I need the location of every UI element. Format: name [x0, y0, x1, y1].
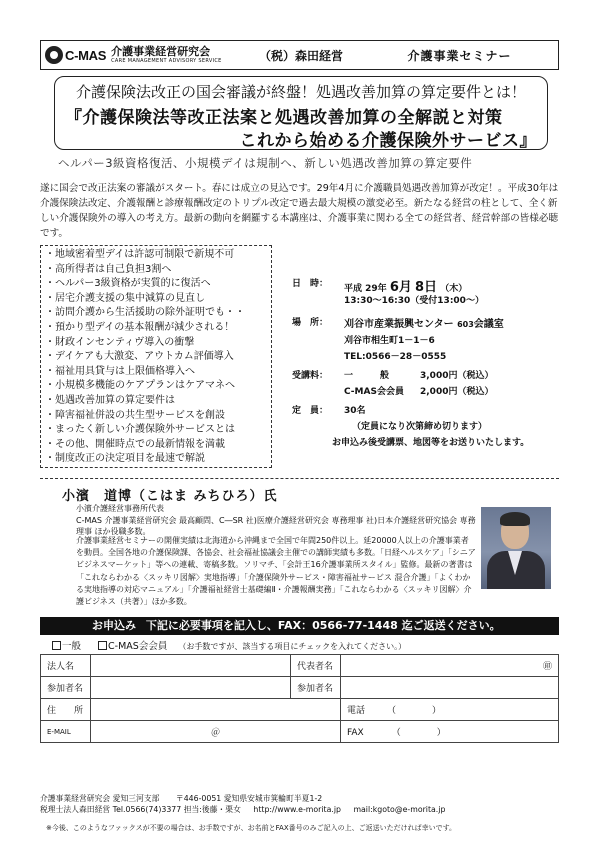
cmas-logo — [41, 46, 241, 65]
footer-org: 介護事業経営研究会 愛知三河支部 — [40, 794, 160, 803]
title-lead: 介護保険法改正の国会審議が終盤！処遇改善加算の算定要件とは！ — [75, 83, 526, 101]
speaker-bio: 介護事業経営セミナーの開催実績は北海道から沖縄まで全国で年間250件以上。延20000人以上の介護事業者を動員。全国各地の介護保険課、各協会、社会福祉協議会主催での講師実績も多数。「日経ヘルスケア」「シニアビジネスマーケット」等への連載、寄稿多数。ソリマチ、「会計王16介護事業所スタイル」監修。最新の著書は「これならわかる〈スッキリ図解〉実地指導」「介護保険外サービス・障害福祉サービス 混合介護」「よくわかる実地指導の対応マニュアル」「介護福祉経営士基礎編Ⅱ・介護報酬実務」「これならわかる〈スッキリ図解〉介護ビジネス（共著）」ほか多数。 — [76, 536, 476, 607]
fax-optout-note: ※今後、このようなファックスが不要の場合は、お手数ですが、お名前とFAX番号のみご記入の上、ご返送いただければ幸いです。 — [46, 824, 457, 832]
date-weekday: （木） — [440, 284, 468, 294]
label-phone: 電話 — [347, 706, 366, 716]
place-room: 会議室 — [473, 319, 504, 330]
label-email: E-MAIL — [41, 721, 91, 743]
label-participant-1: 参加者名 — [41, 677, 91, 699]
topic-item: ・処遇改善加算の算定要件は — [45, 394, 175, 406]
option-member-label: C-MAS会会員 — [108, 641, 168, 652]
field-participant-1[interactable] — [91, 677, 291, 699]
event-time: 13:30～16:30（受付13:00～） — [344, 296, 484, 306]
field-corp-name[interactable] — [91, 655, 291, 677]
cmas-logo-mark — [45, 46, 63, 64]
form-row-participants — [41, 677, 559, 699]
date-month: 6月 — [389, 280, 412, 295]
topic-item: ・福祉用具貸与は上限価格導入へ — [45, 365, 195, 377]
application-instruction: 下記に必要事項を記入し、FAX：0566-77-1448 迄ご返送ください。 — [145, 619, 501, 632]
label-representative: 代表者名 — [291, 655, 341, 677]
page-header — [40, 40, 559, 70]
event-place — [344, 315, 504, 330]
label-corp-name: 法人名 — [41, 655, 91, 677]
org-name-en: CARE MANAGEMENT ADVISORY SERVICE — [111, 57, 222, 64]
label-participant-2: 参加者名 — [291, 677, 341, 699]
intro-text: 遂に国会で改正法案の審議がスタート。春には成立の見込です。29年4月に介護職員処遇改善加算が改定！。平成30年は介護保険法改定、介護報酬と診療報酬改定のトリプル改定で過去最大規模の激変必至。新たなる経営の柱として、全く新しい介護保険外の導入の考え方。最新の動向を網羅する本講座は、介護事業に関わる全ての経営者、経営幹部の皆様必聴です。 — [40, 183, 559, 239]
footer-org-row — [40, 793, 445, 804]
application-options — [40, 638, 559, 652]
speaker-role: 小濱介護経営事務所代表 — [76, 504, 164, 513]
footer-mail-link[interactable]: mail:kgoto@e-morita.jp — [353, 805, 446, 814]
footer-web-link[interactable]: http://www.e-morita.jp — [253, 805, 341, 814]
fax-paren: （ ） — [391, 728, 446, 738]
company-name: （税）森田経営 — [258, 48, 343, 63]
option-general[interactable] — [52, 641, 81, 652]
speaker-section — [40, 478, 559, 628]
application-title: お申込み — [92, 619, 136, 632]
field-representative[interactable] — [341, 655, 559, 677]
event-address: 刈谷市相生町1－1－6 — [344, 336, 435, 346]
date-prefix: 平成 29年 — [344, 284, 387, 294]
field-participant-2[interactable] — [341, 677, 559, 699]
capacity-note: （定員になり次第締め切ります） — [352, 422, 488, 432]
field-address[interactable] — [91, 699, 341, 721]
title-box — [54, 76, 548, 150]
email-at: ＠ — [210, 728, 220, 738]
date-day: 8日 — [415, 280, 438, 295]
field-phone[interactable] — [341, 699, 559, 721]
topic-item: ・訪問介護から生活援助の除外証明でも・・ — [45, 307, 245, 319]
application-header — [40, 617, 559, 635]
topic-item: ・高所得者は自己負担3割へ — [45, 263, 172, 275]
footer-contact-row — [40, 804, 445, 815]
field-fax[interactable] — [341, 721, 559, 743]
form-row-address — [41, 699, 559, 721]
seal-mark: ㊞ — [542, 662, 552, 672]
event-tel: TEL:0566－28－0555 — [344, 352, 447, 362]
speaker-name: 小濱 道博（こはま みちひろ）氏 — [62, 489, 278, 504]
topic-item: ・財政インセンティヴ導入の衝撃 — [45, 336, 195, 348]
speaker-positions: C-MAS 介護事業経営研究会 最高顧問、C―SR 社)医療介護経営研究会 専務理事 社)日本介護経営研究協会 専務理事 ほか役職多数。 — [76, 516, 476, 536]
topic-item: ・制度改正の決定項目を最速で解説 — [45, 453, 205, 465]
phone-paren: （ ） — [387, 706, 442, 716]
speaker-photo-hair — [500, 512, 530, 526]
capacity: 30名 — [344, 406, 366, 416]
form-row-email — [41, 721, 559, 743]
footer-tax-office: 税理士法人森田経営 Tel.0566(74)3377 担当:後藤・栗女 — [40, 805, 241, 814]
topic-item: ・預かり型デイの基本報酬が減少される！ — [45, 321, 235, 333]
topic-item: ・居宅介護支援の集中減算の見直し — [45, 292, 205, 304]
org-name-jp: 介護事業経営研究会 — [111, 44, 211, 58]
option-member[interactable] — [98, 641, 167, 652]
checkbox-member[interactable] — [98, 641, 107, 650]
title-main-line1: 『介護保険法等改正法案と処遇改善加算の全解説と対策 — [65, 108, 503, 128]
label-fax: FAX — [347, 728, 364, 738]
topic-item: ・地域密着型デイは許認可制限で新規不可 — [45, 249, 235, 260]
checkbox-general[interactable] — [52, 641, 61, 650]
date-label: 日 時： — [292, 279, 329, 289]
title-main-line2: これから始める介護保険外サービス』 — [239, 131, 537, 151]
topic-item: ・デイケアも大激変、アウトカム評価導入 — [45, 351, 234, 363]
subtitle: ヘルパー3級資格復活、小規模デイは規制へ、新しい処遇改善加算の算定要件 — [58, 156, 473, 170]
option-general-label: 一般 — [62, 641, 82, 652]
footer-postal: 〒446‐0051 愛知県安城市箕輪町半夏1-2 — [175, 794, 323, 803]
place-label: 場 所： — [292, 318, 329, 328]
place-room-number: 603 — [457, 320, 474, 329]
speaker-photo — [481, 507, 551, 589]
option-note: （お手数ですが、該当する項目にチェックを入れてください。） — [178, 642, 407, 651]
event-notice: お申込み後受講票、地図等をお送りいたします。 — [332, 438, 530, 448]
fee-general: 3,000円（税込） — [420, 371, 494, 381]
topic-item: ・障害福祉併設の共生型サービスを創設 — [45, 409, 225, 421]
topic-item: ・その他、開催時点での最新情報を満載 — [45, 438, 225, 450]
fee-label: 受講料： — [292, 371, 329, 381]
logo-org — [111, 46, 222, 65]
topic-list — [40, 245, 272, 468]
fee-general-label: 一 般 — [344, 371, 390, 381]
fee-member-label: C-MAS会会員 — [344, 387, 404, 397]
logo-text: C-MAS — [65, 47, 107, 63]
fee-member: 2,000円（税込） — [420, 387, 494, 397]
capacity-label: 定 員： — [292, 406, 329, 416]
application-form — [40, 654, 559, 743]
seminar-label: 介護事業セミナー — [407, 48, 512, 63]
topic-item: ・まったく新しい介護保険外サービスとは — [45, 424, 235, 436]
topic-item: ・小規模多機能のケアプランはケアマネへ — [45, 380, 235, 392]
place-name: 刈谷市産業振興センター — [344, 319, 454, 330]
form-row-corp — [41, 655, 559, 677]
topic-item: ・ヘルパー3級資格が実質的に復活へ — [45, 278, 211, 290]
field-email[interactable] — [91, 721, 341, 743]
label-address: 住 所 — [41, 699, 91, 721]
footer — [40, 793, 445, 815]
